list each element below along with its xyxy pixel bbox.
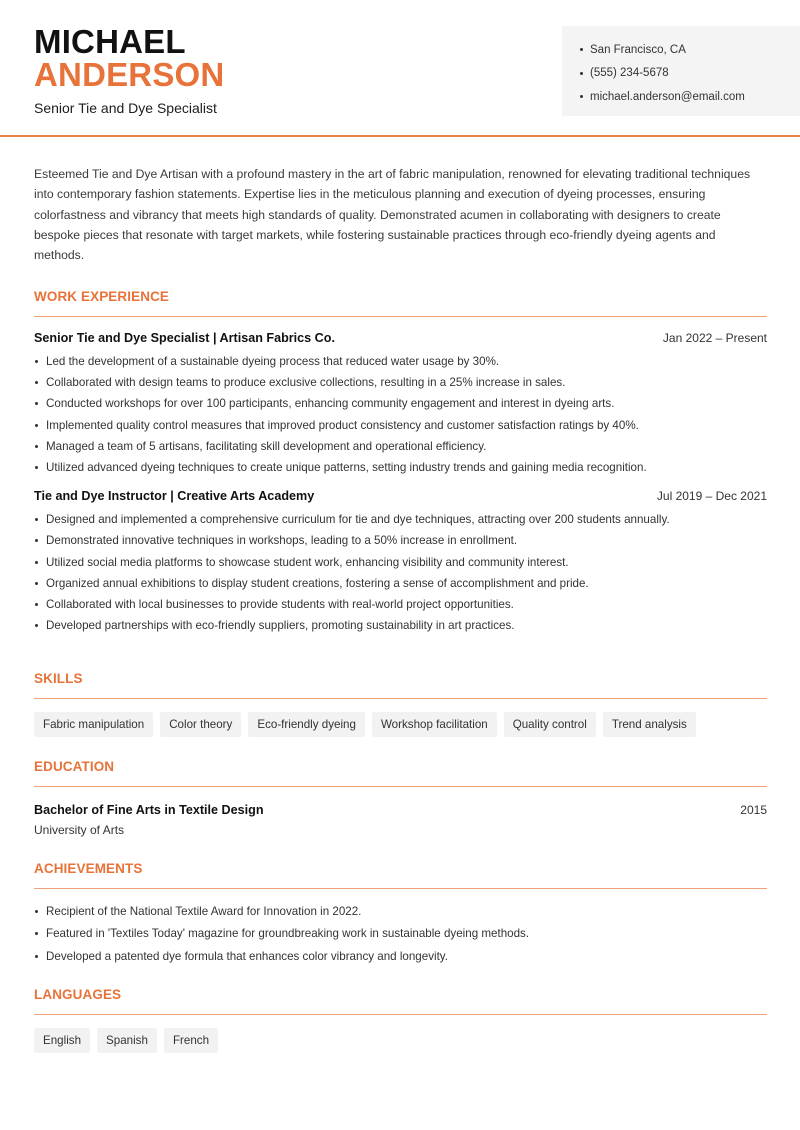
contact-email[interactable] [580, 85, 800, 109]
list-item [34, 945, 767, 968]
section-divider [34, 698, 767, 699]
list-item-text: Designed and implemented a comprehensive curriculum for tie and dye techniques, attracting over 200 students annually. [46, 513, 670, 527]
list-item-text: Demonstrated innovative techniques in workshops, leading to a 50% increase in enrollment. [46, 534, 518, 548]
language-chip: Spanish [97, 1028, 157, 1053]
languages-chips [34, 1028, 767, 1053]
bullet-icon [35, 466, 38, 469]
bullet-icon [35, 910, 38, 913]
section-divider [34, 888, 767, 889]
job-heading: Tie and Dye Instructor | Creative Arts Academy [34, 489, 315, 504]
bullet-icon [35, 424, 38, 427]
list-item [34, 530, 767, 551]
list-item-text: Developed partnerships with eco-friendly suppliers, promoting sustainability in art practices. [46, 619, 515, 633]
list-item [34, 573, 767, 594]
bullet-icon [35, 539, 38, 542]
bullet-icon [35, 955, 38, 958]
section-title: ACHIEVEMENTS [34, 861, 143, 876]
bullet-icon [35, 561, 38, 564]
job-title: Senior Tie and Dye Specialist [34, 100, 217, 116]
list-item-text: Implemented quality control measures that improved product consistency and customer satisfaction ratings by 40%. [46, 418, 639, 432]
professional-summary: Esteemed Tie and Dye Artisan with a profound mastery in the art of fabric manipulation, renowned for elevating traditional techniques into contemporary fashion statements. Expertise lies in the meticulous planning and execution of dyeing processes, ensuring colorfastness and vibrancy that meets high standards of quality. Demonstrated acumen in collaborating with designers to create bespoke pieces that resonate with target markets, while fostering sustainable practices through eco-friendly dyeing agents and methods. [34, 167, 751, 263]
list-item [34, 900, 767, 923]
skills-section [34, 671, 767, 737]
languages-section [34, 987, 767, 1053]
header-divider [0, 135, 800, 137]
skill-chip: Workshop facilitation [372, 712, 497, 737]
list-item [34, 393, 767, 414]
language-chip: English [34, 1028, 90, 1053]
education-section [34, 759, 767, 838]
job-dates: Jan 2022 – Present [662, 331, 767, 345]
contact-location-text: San Francisco, CA [590, 43, 686, 56]
section-title: EDUCATION [34, 759, 115, 774]
first-name: MICHAEL [34, 23, 186, 60]
list-item [34, 509, 767, 530]
list-item-text: Managed a team of 5 artisans, facilitating skill development and operational efficiency. [46, 439, 487, 453]
list-item-text: Featured in 'Textiles Today' magazine for groundbreaking work in sustainable dyeing methods. [46, 927, 530, 941]
bullet-icon [580, 72, 583, 75]
skill-chip: Trend analysis [603, 712, 696, 737]
section-divider [34, 1014, 767, 1015]
bullet-icon [35, 402, 38, 405]
list-item-text: Collaborated with design teams to produce exclusive collections, resulting in a 25% increase in sales. [46, 376, 566, 390]
bullet-icon [35, 445, 38, 448]
skill-chip: Quality control [504, 712, 596, 737]
last-name: ANDERSON [34, 56, 225, 93]
contact-location [580, 38, 800, 62]
job-bullets [34, 351, 767, 478]
bullet-icon [580, 48, 583, 51]
contact-email-text[interactable]: michael.anderson@email.com [590, 90, 745, 103]
education-degree: Bachelor of Fine Arts in Textile Design [34, 803, 264, 817]
job-entry [34, 330, 767, 478]
education-school: University of Arts [34, 823, 125, 837]
list-item [34, 615, 767, 636]
bullet-icon [35, 603, 38, 606]
list-item [34, 351, 767, 372]
list-item-text: Utilized advanced dyeing techniques to create unique patterns, setting industry trends and gaining media recognition. [46, 461, 647, 475]
list-item-text: Collaborated with local businesses to provide students with real-world project opportunities. [46, 597, 514, 611]
list-item [34, 372, 767, 393]
contact-box [562, 26, 800, 116]
skills-chips [34, 712, 767, 737]
list-item [34, 923, 767, 946]
bullet-icon [580, 95, 583, 98]
list-item [34, 457, 767, 478]
job-dates: Jul 2019 – Dec 2021 [656, 489, 767, 504]
bullet-icon [35, 932, 38, 935]
bullet-icon [35, 360, 38, 363]
list-item-text: Conducted workshops for over 100 participants, enhancing community engagement and interest in dyeing arts. [46, 397, 615, 411]
list-item [34, 594, 767, 615]
work-experience-section [34, 289, 767, 636]
job-heading: Senior Tie and Dye Specialist | Artisan Fabrics Co. [34, 331, 335, 345]
achievements-section [34, 861, 767, 968]
list-item-text: Organized annual exhibitions to display student creations, fostering a sense of accomplishment and pride. [46, 576, 589, 590]
bullet-icon [35, 582, 38, 585]
bullet-icon [35, 381, 38, 384]
bullet-icon [35, 624, 38, 627]
skill-chip: Eco-friendly dyeing [248, 712, 365, 737]
bullet-icon [35, 518, 38, 521]
skill-chip: Color theory [160, 712, 241, 737]
list-item-text: Developed a patented dye formula that enhances color vibrancy and longevity. [46, 949, 448, 963]
contact-phone-text: (555) 234-5678 [590, 67, 669, 80]
section-divider [34, 316, 767, 317]
list-item [34, 552, 767, 573]
job-bullets [34, 509, 767, 636]
section-divider [34, 786, 767, 787]
education-year: 2015 [740, 803, 767, 817]
list-item-text: Recipient of the National Textile Award for Innovation in 2022. [46, 904, 362, 918]
section-title: WORK EXPERIENCE [34, 289, 170, 304]
list-item [34, 415, 767, 436]
language-chip: French [164, 1028, 218, 1053]
resume-header [0, 0, 800, 137]
job-entry [34, 488, 767, 636]
list-item-text: Led the development of a sustainable dyeing process that reduced water usage by 30%. [46, 355, 500, 369]
skill-chip: Fabric manipulation [34, 712, 153, 737]
list-item [34, 436, 767, 457]
achievements-list [34, 900, 767, 968]
section-title: SKILLS [34, 671, 83, 686]
contact-phone [580, 62, 800, 86]
list-item-text: Utilized social media platforms to showcase student work, enhancing visibility and community interest. [46, 555, 569, 569]
section-title: LANGUAGES [34, 987, 122, 1002]
